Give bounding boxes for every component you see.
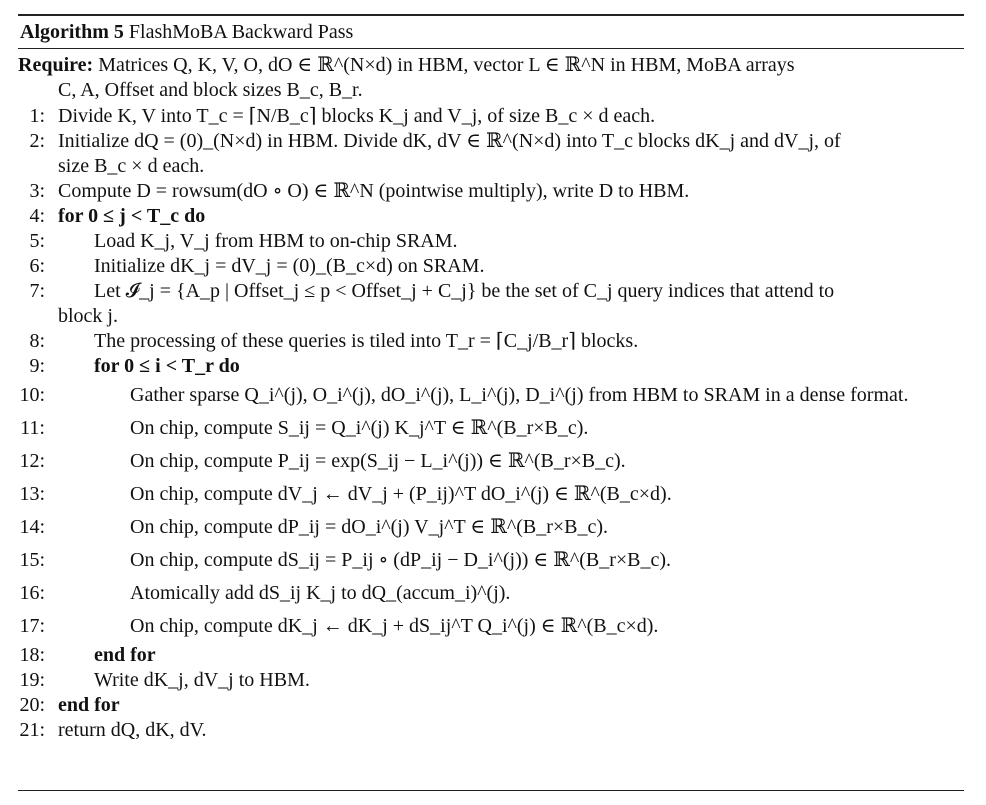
line-number: 4: xyxy=(29,205,45,227)
algo-line-8 xyxy=(18,329,964,354)
algo-line-12 xyxy=(18,445,964,478)
bottom-rule xyxy=(18,790,964,791)
line-number: 5: xyxy=(29,230,45,252)
require-text-2: C, A, Offset and block sizes B_c, B_r. xyxy=(58,79,363,101)
algo-line-20 xyxy=(18,693,964,718)
line-number: 15: xyxy=(19,549,45,571)
line-number: 9: xyxy=(29,355,45,377)
line-number: 6: xyxy=(29,255,45,277)
algo-line-5 xyxy=(18,229,964,254)
algo-line-7 xyxy=(18,279,964,329)
line-number: 17: xyxy=(19,615,45,637)
line-text: Gather sparse Q_i^(j), O_i^(j), dO_i^(j), L_i^(j), D_i^(j) from HBM to SRAM in a dense format. xyxy=(130,384,909,406)
algo-line-21 xyxy=(18,718,964,743)
line-text: On chip, compute S_ij = Q_i^(j) K_j^T ∈ ℝ^(B_r×B_c). xyxy=(130,417,589,439)
line-text: On chip, compute dP_ij = dO_i^(j) V_j^T ∈ ℝ^(B_r×B_c). xyxy=(130,516,609,538)
line-number: 14: xyxy=(19,516,45,538)
algo-line-19 xyxy=(18,668,964,693)
line-number: 8: xyxy=(29,330,45,352)
line-text: Let 𝓘_j = {A_p | Offset_j ≤ p < Offset_j + C_j} be the set of C_j query indices that attend to xyxy=(94,280,835,302)
algo-line-4 xyxy=(18,204,964,229)
require-keyword: Require: xyxy=(18,54,94,76)
algorithm-title-row xyxy=(18,16,964,48)
line-text: for 0 ≤ i < T_r do xyxy=(94,355,240,377)
algo-line-16 xyxy=(18,577,964,610)
line-text: return dQ, dK, dV. xyxy=(58,719,207,741)
algo-line-1 xyxy=(18,104,964,129)
line-text: On chip, compute dV_j ← dV_j + (P_ij)^T dO_i^(j) ∈ ℝ^(B_c×d). xyxy=(130,483,672,505)
algo-line-18 xyxy=(18,643,964,668)
algo-line-9 xyxy=(18,354,964,379)
line-text: Load K_j, V_j from HBM to on-chip SRAM. xyxy=(94,230,458,252)
line-text: for 0 ≤ j < T_c do xyxy=(58,205,206,227)
line-text: Compute D = rowsum(dO ∘ O) ∈ ℝ^N (pointwise multiply), write D to HBM. xyxy=(58,180,690,202)
algo-line-17 xyxy=(18,610,964,643)
line-number: 3: xyxy=(29,180,45,202)
algo-line-10 xyxy=(18,379,964,412)
algorithm-label: Algorithm 5 xyxy=(20,21,124,43)
algo-line-14 xyxy=(18,511,964,544)
line-continuation: size B_c × d each. xyxy=(58,155,205,177)
line-text: On chip, compute P_ij = exp(S_ij − L_i^(j)) ∈ ℝ^(B_r×B_c). xyxy=(130,450,626,472)
line-text: On chip, compute dS_ij = P_ij ∘ (dP_ij − D_i^(j)) ∈ ℝ^(B_r×B_c). xyxy=(130,549,672,571)
algo-line-11 xyxy=(18,412,964,445)
line-number: 16: xyxy=(19,582,45,604)
line-number: 13: xyxy=(19,483,45,505)
line-text: Write dK_j, dV_j to HBM. xyxy=(94,669,310,691)
algorithm-lines xyxy=(18,104,964,743)
line-number: 1: xyxy=(29,105,45,127)
require-text-1: Matrices Q, K, V, O, dO ∈ ℝ^(N×d) in HBM, vector L ∈ ℝ^N in HBM, MoBA arrays xyxy=(98,54,795,76)
algorithm-title: FlashMoBA Backward Pass xyxy=(128,21,354,43)
line-text: Initialize dK_j = dV_j = (0)_(B_c×d) on SRAM. xyxy=(94,255,485,277)
line-number: 12: xyxy=(19,450,45,472)
line-number: 10: xyxy=(19,384,45,406)
line-text: end for xyxy=(94,644,156,666)
line-number: 11: xyxy=(20,417,45,439)
line-number: 21: xyxy=(19,719,45,741)
line-number: 20: xyxy=(19,694,45,716)
line-continuation: block j. xyxy=(58,305,118,327)
line-text: On chip, compute dK_j ← dK_j + dS_ij^T Q_i^(j) ∈ ℝ^(B_c×d). xyxy=(130,615,659,637)
algorithm-block xyxy=(18,14,964,743)
line-number: 2: xyxy=(29,130,45,152)
line-number: 19: xyxy=(19,669,45,691)
line-text: end for xyxy=(58,694,120,716)
algo-line-3 xyxy=(18,179,964,204)
algo-line-6 xyxy=(18,254,964,279)
require-block xyxy=(18,49,964,103)
algo-line-13 xyxy=(18,478,964,511)
line-text: Atomically add dS_ij K_j to dQ_(accum_i)^(j). xyxy=(130,582,511,604)
line-text: The processing of these queries is tiled into T_r = ⌈C_j/B_r⌉ blocks. xyxy=(94,330,639,352)
line-text: Divide K, V into T_c = ⌈N/B_c⌉ blocks K_j and V_j, of size B_c × d each. xyxy=(58,105,656,127)
line-number: 7: xyxy=(29,280,45,302)
line-text: Initialize dQ = (0)_(N×d) in HBM. Divide dK, dV ∈ ℝ^(N×d) into T_c blocks dK_j and dV_j, of xyxy=(58,130,841,152)
line-number: 18: xyxy=(19,644,45,666)
algo-line-15 xyxy=(18,544,964,577)
algo-line-2 xyxy=(18,129,964,179)
